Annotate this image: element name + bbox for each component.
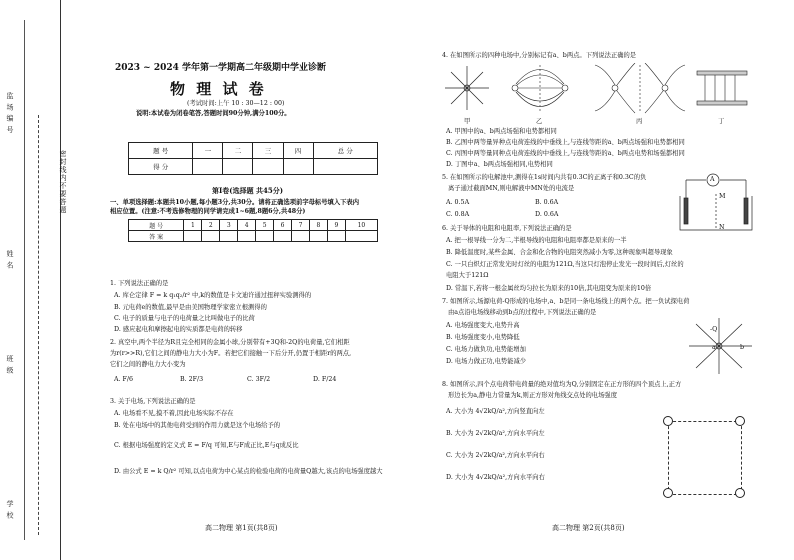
- exam-title: 2023 ~ 2024 学年第一学期高二年级期中学业诊断: [115, 63, 327, 73]
- q7-opt-b: B. 电场强度变小,电势降低: [446, 334, 520, 341]
- q6-opt-c: C. 一只白炽灯正常发光时灯丝的电阻为121Ω,当这只灯泡停止发光一段时间后,灯丝的: [446, 261, 684, 268]
- page1-footer: 高二物理 第1页(共8页): [205, 524, 278, 532]
- seal-dashed-line: [38, 115, 39, 535]
- q7-stem-1: 7. 如图所示,场源电荷-Q形成的电场中,a、b是同一条电场线上的两个点。把一负试探电荷: [442, 298, 690, 305]
- q1-opt-b: B. 元电荷e的数值,最早是由美国物理学家密立根测得的: [114, 304, 267, 311]
- score-cell: 一: [193, 143, 223, 159]
- ammeter-label: A: [710, 176, 715, 183]
- answer-header: 题 号: [129, 220, 184, 231]
- answer-header: 9: [327, 220, 345, 231]
- q5-stem-1: 5. 在如图所示的电解池中,测得在1s时间内共有0.3C的正离子和0.3C的负: [442, 174, 647, 181]
- class-label: 班 级: [6, 355, 14, 375]
- q8-stem-1: 8. 如图所示,四个点电荷带电荷量的绝对值均为Q,分别固定在正方形的四个顶点上,正方: [442, 381, 682, 388]
- answer-header: 2: [202, 220, 220, 231]
- score-cell: 四: [283, 143, 313, 159]
- q7-opt-d: D. 电场力做正功,电势能减少: [446, 358, 527, 365]
- q5-stem-2: 离子通过截面MN,则电解液中MN处的电流是: [448, 185, 575, 192]
- answer-header: 8: [310, 220, 328, 231]
- q4-opt-c: C. 丙图中两等量同种点电荷连线的中垂线上,与连线等距的a、b两点电势和场强都相同: [446, 150, 685, 157]
- q5-opt-b: B. 0.6A: [535, 199, 559, 206]
- score-input[interactable]: [253, 159, 283, 175]
- q8-opt-d: D. 大小为 4√2kQ/a²,方向水平向右: [446, 474, 545, 481]
- q6-opt-d: D. 常温下,若将一根金属丝均匀拉长为原来的10倍,其电阻变为原来的10倍: [446, 285, 652, 292]
- page2-footer: 高二物理 第2页(共8页): [552, 524, 625, 532]
- answer-cell[interactable]: [327, 231, 345, 242]
- q7-label-q: -Q: [710, 326, 718, 333]
- q4-opt-a: A. 甲图中的a、b两点场强和电势都相同: [446, 128, 557, 135]
- charge-bottom-left: [663, 488, 673, 498]
- score-table: [128, 142, 378, 175]
- score-input[interactable]: [193, 159, 223, 175]
- exam-note: 说明:本试卷为闭卷笔答,答题时间90分钟,满分100分。: [136, 110, 291, 117]
- q3-stem: 3. 关于电场,下列说法正确的是: [110, 398, 196, 405]
- q3-opt-c: C. 根据电场强度的定义式 E = F/q 可知,E与F成正比,E与q成反比: [114, 442, 299, 449]
- q1-stem: 1. 下列说法正确的是: [110, 280, 169, 287]
- q7-opt-c: C. 电场力做负功,电势能增加: [446, 346, 526, 353]
- exam-time: (考试时间:上午 10 : 30—12 : 00): [187, 100, 285, 107]
- answer-header: 3: [220, 220, 238, 231]
- fig-label-1: 甲: [464, 118, 471, 125]
- answer-header: 10: [345, 220, 377, 231]
- q4-stem: 4. 在如图所示的四种电场中,分别标记有a、b两点。下列说法正确的是: [442, 52, 637, 59]
- q8-opt-c: C. 大小为 2√2kQ/a²,方向水平向右: [446, 452, 545, 459]
- q6-opt-b: B. 降低温度时,某些金属、合金和化合物的电阻突然减小为零,这种现象叫超导现象: [446, 249, 673, 256]
- answer-header: 4: [238, 220, 256, 231]
- score-cell: 三: [253, 143, 283, 159]
- fig-plates: [697, 71, 747, 105]
- answer-header: 5: [256, 220, 274, 231]
- fig-like-charges: [595, 63, 685, 113]
- score-cell: 题 号: [129, 143, 193, 159]
- q1-opt-a: A. 库仑定律 F = k q₁q₂/r² 中,k的数值是卡文迪许通过扭秤实验测得的: [114, 292, 312, 299]
- seal-text: 密封线内不要答题: [59, 150, 67, 214]
- name-label: 姓 名: [6, 250, 14, 270]
- q5-electrolytic-cell: [676, 170, 756, 232]
- score-input[interactable]: [313, 159, 377, 175]
- side-fill-line: [24, 20, 25, 540]
- q1-opt-c: C. 电子的质量与电子的电荷量之比叫做电子的比荷: [114, 315, 255, 322]
- answer-table: [128, 219, 378, 242]
- answer-cell[interactable]: [238, 231, 256, 242]
- score-cell: 得 分: [129, 159, 193, 175]
- q6-opt-c2: 电阻大于121Ω: [446, 272, 489, 279]
- part1-desc-2: 相应位置。(注意:不考选修物理的同学请完成1~6题,8题6分,共48分): [110, 208, 306, 215]
- answer-header: 1: [184, 220, 202, 231]
- answer-cell[interactable]: [256, 231, 274, 242]
- answer-cell[interactable]: [184, 231, 202, 242]
- score-input[interactable]: [223, 159, 253, 175]
- score-input[interactable]: [283, 159, 313, 175]
- fig-label-3: 丙: [636, 118, 643, 125]
- q7-label-a: a: [712, 344, 716, 351]
- exam-id-label: 监 场 编 号: [6, 92, 14, 134]
- q6-stem: 6. 关于导体的电阻和电阻率,下列说法正确的是: [442, 225, 572, 232]
- q2-opt-c: C. 3F/2: [247, 376, 271, 383]
- score-cell: 总 分: [313, 143, 377, 159]
- q8-square: [668, 421, 742, 495]
- part1-title: 第Ⅰ卷(选择题 共45分): [212, 186, 284, 195]
- part1-desc-1: 一、单项选择题:本题共10小题,每小题3分,共30分。请将正确选项前字母标号填入下表内: [110, 199, 360, 206]
- q8-stem-2: 形边长为a,静电力常量为k,则正方形对角线交点处的电场强度: [448, 392, 617, 399]
- score-cell: 二: [223, 143, 253, 159]
- q5-opt-d: D. 0.6A: [535, 211, 559, 218]
- q7-label-b: b: [740, 344, 745, 351]
- answer-header: 6: [274, 220, 292, 231]
- answer-cell[interactable]: [274, 231, 292, 242]
- cell-label-n: N: [719, 224, 725, 231]
- answer-cell[interactable]: [220, 231, 238, 242]
- answer-cell[interactable]: [345, 231, 377, 242]
- fig-label-4: 丁: [718, 118, 725, 125]
- answer-header: 7: [292, 220, 310, 231]
- answer-cell[interactable]: [310, 231, 328, 242]
- q8-opt-b: B. 大小为 2√2kQ/a²,方向水平向左: [446, 430, 545, 437]
- q5-opt-a: A. 0.5A: [446, 199, 470, 206]
- q6-opt-a: A. 把一根导线一分为二,半根导线的电阻和电阻率都是原来的一半: [446, 237, 627, 244]
- q2-stem-1: 2. 真空中,两个半径为R且完全相同的金属小球,分别带有+3Q和-2Q的电荷量,它们相距: [110, 339, 350, 346]
- charge-top-right: [735, 416, 745, 426]
- q8-opt-a: A. 大小为 4√2kQ/a²,方向竖直向左: [446, 408, 545, 415]
- q1-opt-d: D. 感应起电和摩擦起电的实质都是电荷的转移: [114, 326, 243, 333]
- q7-opt-a: A. 电场强度变大,电势升高: [446, 322, 520, 329]
- fig-label-2: 乙: [536, 118, 543, 125]
- q5-opt-c: C. 0.8A: [446, 211, 470, 218]
- fig-radial: [445, 66, 489, 110]
- q3-opt-a: A. 电场看不见,摸不着,因此电场实际不存在: [114, 410, 234, 417]
- answer-cell[interactable]: [292, 231, 310, 242]
- charge-top-left: [663, 416, 673, 426]
- school-label: 学 校: [6, 500, 14, 520]
- q3-opt-b: B. 处在电场中的其他电荷受到的作用力就是这个电场给予的: [114, 422, 281, 429]
- answer-header: 答 案: [129, 231, 184, 242]
- q4-figures: [445, 63, 755, 121]
- charge-bottom-right: [735, 488, 745, 498]
- q2-opt-d: D. F/24: [313, 376, 337, 383]
- q2-opt-a: A. F/6: [114, 376, 134, 383]
- q2-opt-b: B. 2F/3: [180, 376, 204, 383]
- answer-cell[interactable]: [202, 231, 220, 242]
- q4-opt-b: B. 乙图中两等量异种点电荷连线的中垂线上,与连线等距的a、b两点场强和电势都相同: [446, 139, 685, 146]
- q2-stem-2: 为r(r>>R),它们之间的静电力大小为F。若把它们接触一下后分开,仍置于相距r的两点,: [110, 350, 352, 357]
- fig-dipole: [512, 65, 568, 111]
- q2-stem-3: 它们之间的静电力大小变为: [110, 361, 186, 368]
- q4-opt-d: D. 丁图中a、b两点场强相同,电势相同: [446, 161, 553, 168]
- q7-stem-2: 由a点沿电场线移动到b点的过程中,下列说法正确的是: [448, 309, 597, 316]
- cell-label-m: M: [719, 193, 726, 200]
- binding-line: [60, 0, 61, 560]
- q3-opt-d: D. 由公式 E = k Q/r² 可知,以点电荷为中心某点的检验电荷的电荷量Q越大,该点的电场强度越大: [114, 468, 383, 475]
- subject-title: 物 理 试 卷: [170, 80, 267, 98]
